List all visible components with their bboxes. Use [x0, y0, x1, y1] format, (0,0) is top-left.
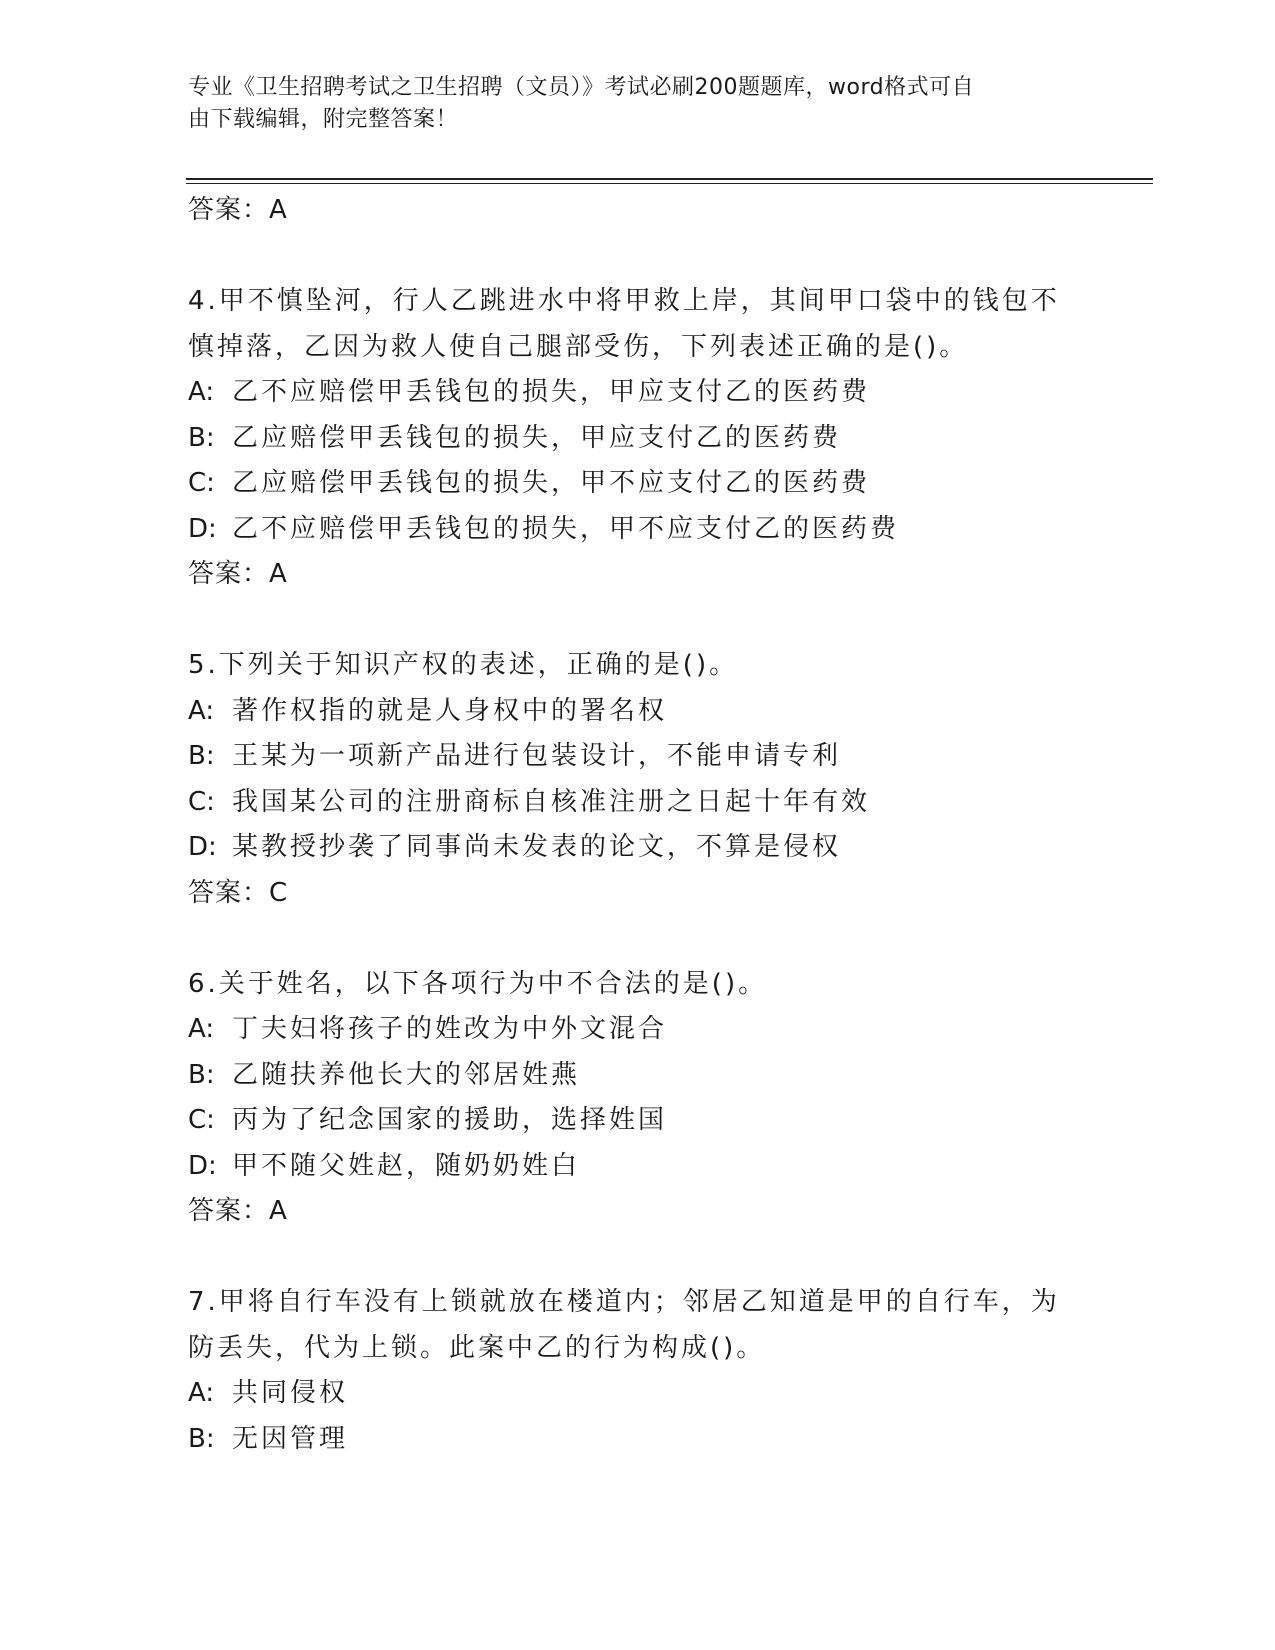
answer-line: 答案：A: [188, 1196, 288, 1226]
option-text: 著作权指的就是人身权中的署名权: [232, 695, 668, 726]
option-d: [188, 825, 1088, 871]
option-a: [188, 689, 1088, 735]
option-a: [188, 1371, 1088, 1417]
option-text: 乙不应赔偿甲丢钱包的损失，甲应支付乙的医药费: [232, 377, 871, 407]
document-header: [188, 72, 1068, 136]
header-rule-thick: [186, 178, 1153, 180]
option-text: 丙为了纪念国家的援助，选择姓国: [232, 1105, 668, 1135]
option-label: C:: [188, 468, 215, 498]
question-text-line: 慎掉落，乙因为救人使自己腿部受伤，下列表述正确的是()。: [188, 331, 969, 362]
option-label: B:: [188, 422, 215, 453]
option-text: 乙随扶养他长大的邻居姓燕: [232, 1059, 581, 1090]
question-block: [188, 962, 1088, 1235]
question-block: [188, 1280, 1088, 1462]
answer-line: 答案：A: [188, 559, 288, 589]
option-text: 王某为一项新产品进行包装设计，不能申请专利: [232, 741, 842, 771]
question-text-line: 防丢失，代为上锁。此案中乙的行为构成()。: [188, 1332, 766, 1363]
question-block: [188, 279, 1088, 598]
option-b: [188, 734, 1088, 780]
option-a: [188, 1007, 1088, 1053]
header-rule-thin: [186, 183, 1153, 184]
option-text: 某教授抄袭了同事尚未发表的论文，不算是侵权: [232, 832, 842, 862]
option-label: C:: [188, 1105, 215, 1135]
option-b: [188, 1053, 1088, 1099]
option-label: B:: [188, 1059, 215, 1090]
option-text: 乙不应赔偿甲丢钱包的损失，甲不应支付乙的医药费: [232, 513, 900, 544]
option-text: 乙应赔偿甲丢钱包的损失，甲应支付乙的医药费: [232, 422, 842, 453]
question-text-line: 5.下列关于知识产权的表述，正确的是()。: [188, 650, 739, 680]
option-label: C:: [188, 786, 215, 817]
option-c: [188, 461, 1088, 507]
option-b: [188, 1417, 1088, 1463]
option-text: 甲不随父姓赵，随奶奶姓白: [232, 1150, 581, 1181]
option-d: [188, 507, 1088, 553]
answer-line: 答案：A: [188, 195, 288, 225]
option-d: [188, 1144, 1088, 1190]
question-text-line: 7.甲将自行车没有上锁就放在楼道内；邻居乙知道是甲的自行车，为: [188, 1287, 1060, 1317]
option-label: D:: [188, 832, 217, 862]
option-label: A:: [188, 695, 215, 726]
option-label: B:: [188, 1423, 215, 1454]
option-label: A:: [188, 1014, 215, 1044]
option-text: 乙应赔偿甲丢钱包的损失，甲不应支付乙的医药费: [232, 468, 871, 498]
option-label: A:: [188, 1378, 215, 1408]
option-text: 丁夫妇将孩子的姓改为中外文混合: [232, 1014, 668, 1044]
option-c: [188, 780, 1088, 826]
option-label: D:: [188, 513, 217, 544]
option-label: A:: [188, 377, 215, 407]
option-label: B:: [188, 741, 215, 771]
document-body: [188, 188, 1088, 1462]
question-block: [188, 643, 1088, 916]
header-title-line-1: 专业《卫生招聘考试之卫生招聘（文员）》考试必刷200题题库，word格式可自: [188, 75, 975, 100]
option-text: 我国某公司的注册商标自核准注册之日起十年有效: [232, 786, 871, 817]
option-text: 共同侵权: [232, 1378, 349, 1408]
question-text-line: 4.甲不慎坠河，行人乙跳进水中将甲救上岸，其间甲口袋中的钱包不: [188, 286, 1060, 316]
option-text: 无因管理: [232, 1423, 349, 1454]
option-c: [188, 1098, 1088, 1144]
answer-line: 答案：C: [188, 877, 289, 908]
question-text-line: 6.关于姓名，以下各项行为中不合法的是()。: [188, 968, 768, 999]
option-a: [188, 370, 1088, 416]
option-b: [188, 416, 1088, 462]
header-title-line-2: 由下载编辑，附完整答案！: [188, 107, 459, 132]
option-label: D:: [188, 1150, 217, 1181]
